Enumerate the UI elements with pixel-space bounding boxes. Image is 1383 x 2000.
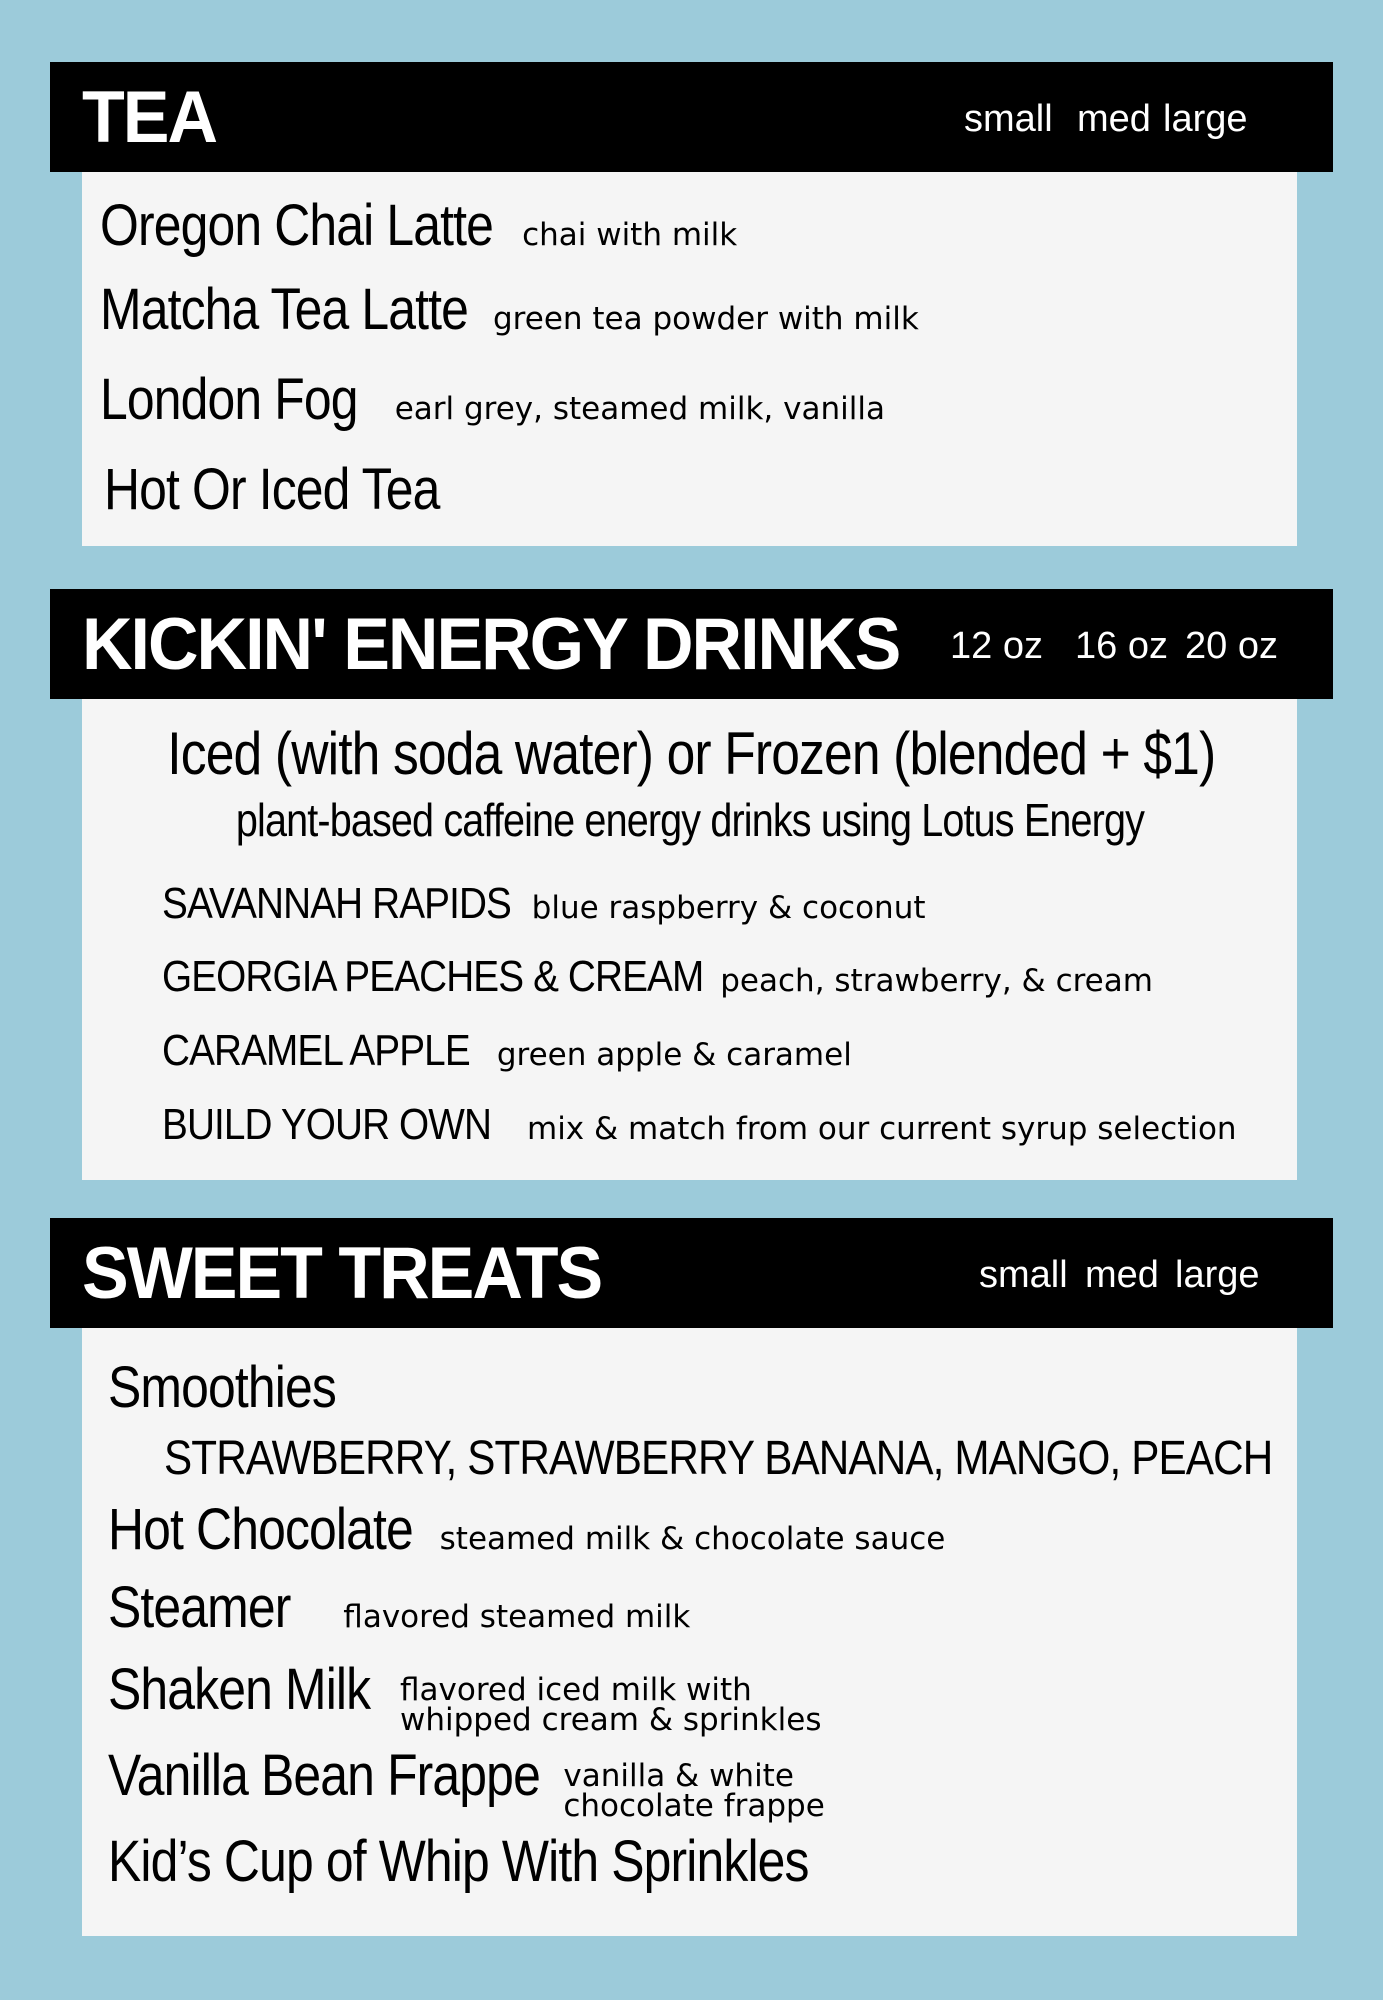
energy-tagline: plant-based caffeine energy drinks using Lotus Energy xyxy=(235,794,1144,846)
item-name: Vanilla Bean Frappe xyxy=(108,1743,540,1808)
item-name: Oregon Chai Latte xyxy=(100,193,493,258)
size-med: med xyxy=(1077,98,1151,140)
item-name: Kid’s Cup of Whip With Sprinkles xyxy=(108,1829,809,1894)
size-large: large xyxy=(1175,1254,1260,1296)
menu-item xyxy=(108,1496,945,1563)
menu-item xyxy=(100,276,919,343)
item-desc: steamed milk & chocolate sauce xyxy=(439,1521,946,1557)
size-20oz: 20 oz xyxy=(1185,625,1278,667)
menu-item xyxy=(162,879,926,929)
size-med: med xyxy=(1085,1254,1159,1296)
item-desc: blue raspberry & coconut xyxy=(531,890,926,926)
item-name: Smoothies xyxy=(108,1355,336,1420)
menu-item xyxy=(162,952,1153,1002)
item-desc: vanilla & white chocolate frappe xyxy=(563,1757,825,1824)
tea-header xyxy=(50,62,1333,172)
tea-panel xyxy=(82,172,1297,546)
item-name: SAVANNAH RAPIDS xyxy=(162,879,511,928)
menu-item xyxy=(162,1100,1237,1150)
size-small: small xyxy=(979,1254,1068,1296)
menu-item xyxy=(108,1656,822,1738)
item-desc: flavored iced milk with whipped cream & sprinkles xyxy=(400,1671,822,1738)
menu-item-smoothies xyxy=(108,1354,373,1421)
item-desc: mix & match from our current syrup selection xyxy=(527,1111,1237,1147)
size-small: small xyxy=(964,98,1053,140)
menu-item xyxy=(162,1026,852,1076)
sweet-header xyxy=(50,1218,1333,1328)
menu-item xyxy=(100,366,885,433)
sweet-panel xyxy=(82,1328,1297,1936)
item-name: Steamer xyxy=(108,1575,291,1640)
energy-title: KICKIN' ENERGY DRINKS xyxy=(82,603,900,685)
item-desc: flavored steamed milk xyxy=(343,1599,691,1635)
smoothie-flavors: STRAWBERRY, STRAWBERRY BANANA, MANGO, PEACH xyxy=(164,1432,1273,1485)
item-desc: green apple & caramel xyxy=(496,1037,852,1073)
item-name: Hot Chocolate xyxy=(108,1497,413,1562)
menu-item xyxy=(104,456,494,523)
menu-item xyxy=(108,1742,825,1824)
item-name: CARAMEL APPLE xyxy=(162,1026,470,1075)
item-name: GEORGIA PEACHES & CREAM xyxy=(162,952,704,1001)
item-name: London Fog xyxy=(100,367,358,432)
item-name: Shaken Milk xyxy=(108,1657,371,1722)
size-16oz: 16 oz xyxy=(1075,625,1168,667)
size-12oz: 12 oz xyxy=(950,625,1043,667)
item-name: Hot Or Iced Tea xyxy=(104,457,440,522)
energy-header xyxy=(50,589,1333,699)
item-name: BUILD YOUR OWN xyxy=(162,1100,492,1149)
item-desc: peach, strawberry, & cream xyxy=(720,963,1153,999)
menu-item xyxy=(108,1828,923,1895)
item-desc: earl grey, steamed milk, vanilla xyxy=(394,391,885,427)
menu-item xyxy=(100,192,737,259)
energy-panel xyxy=(82,699,1297,1180)
item-desc: chai with milk xyxy=(522,217,738,253)
energy-subtitle: Iced (with soda water) or Frozen (blended + $1) xyxy=(167,720,1216,787)
size-large: large xyxy=(1163,98,1248,140)
sweet-title: SWEET TREATS xyxy=(82,1232,602,1314)
menu-item xyxy=(108,1574,690,1641)
item-name: Matcha Tea Latte xyxy=(100,277,468,342)
item-desc: green tea powder with milk xyxy=(493,301,919,337)
tea-title: TEA xyxy=(82,76,216,158)
